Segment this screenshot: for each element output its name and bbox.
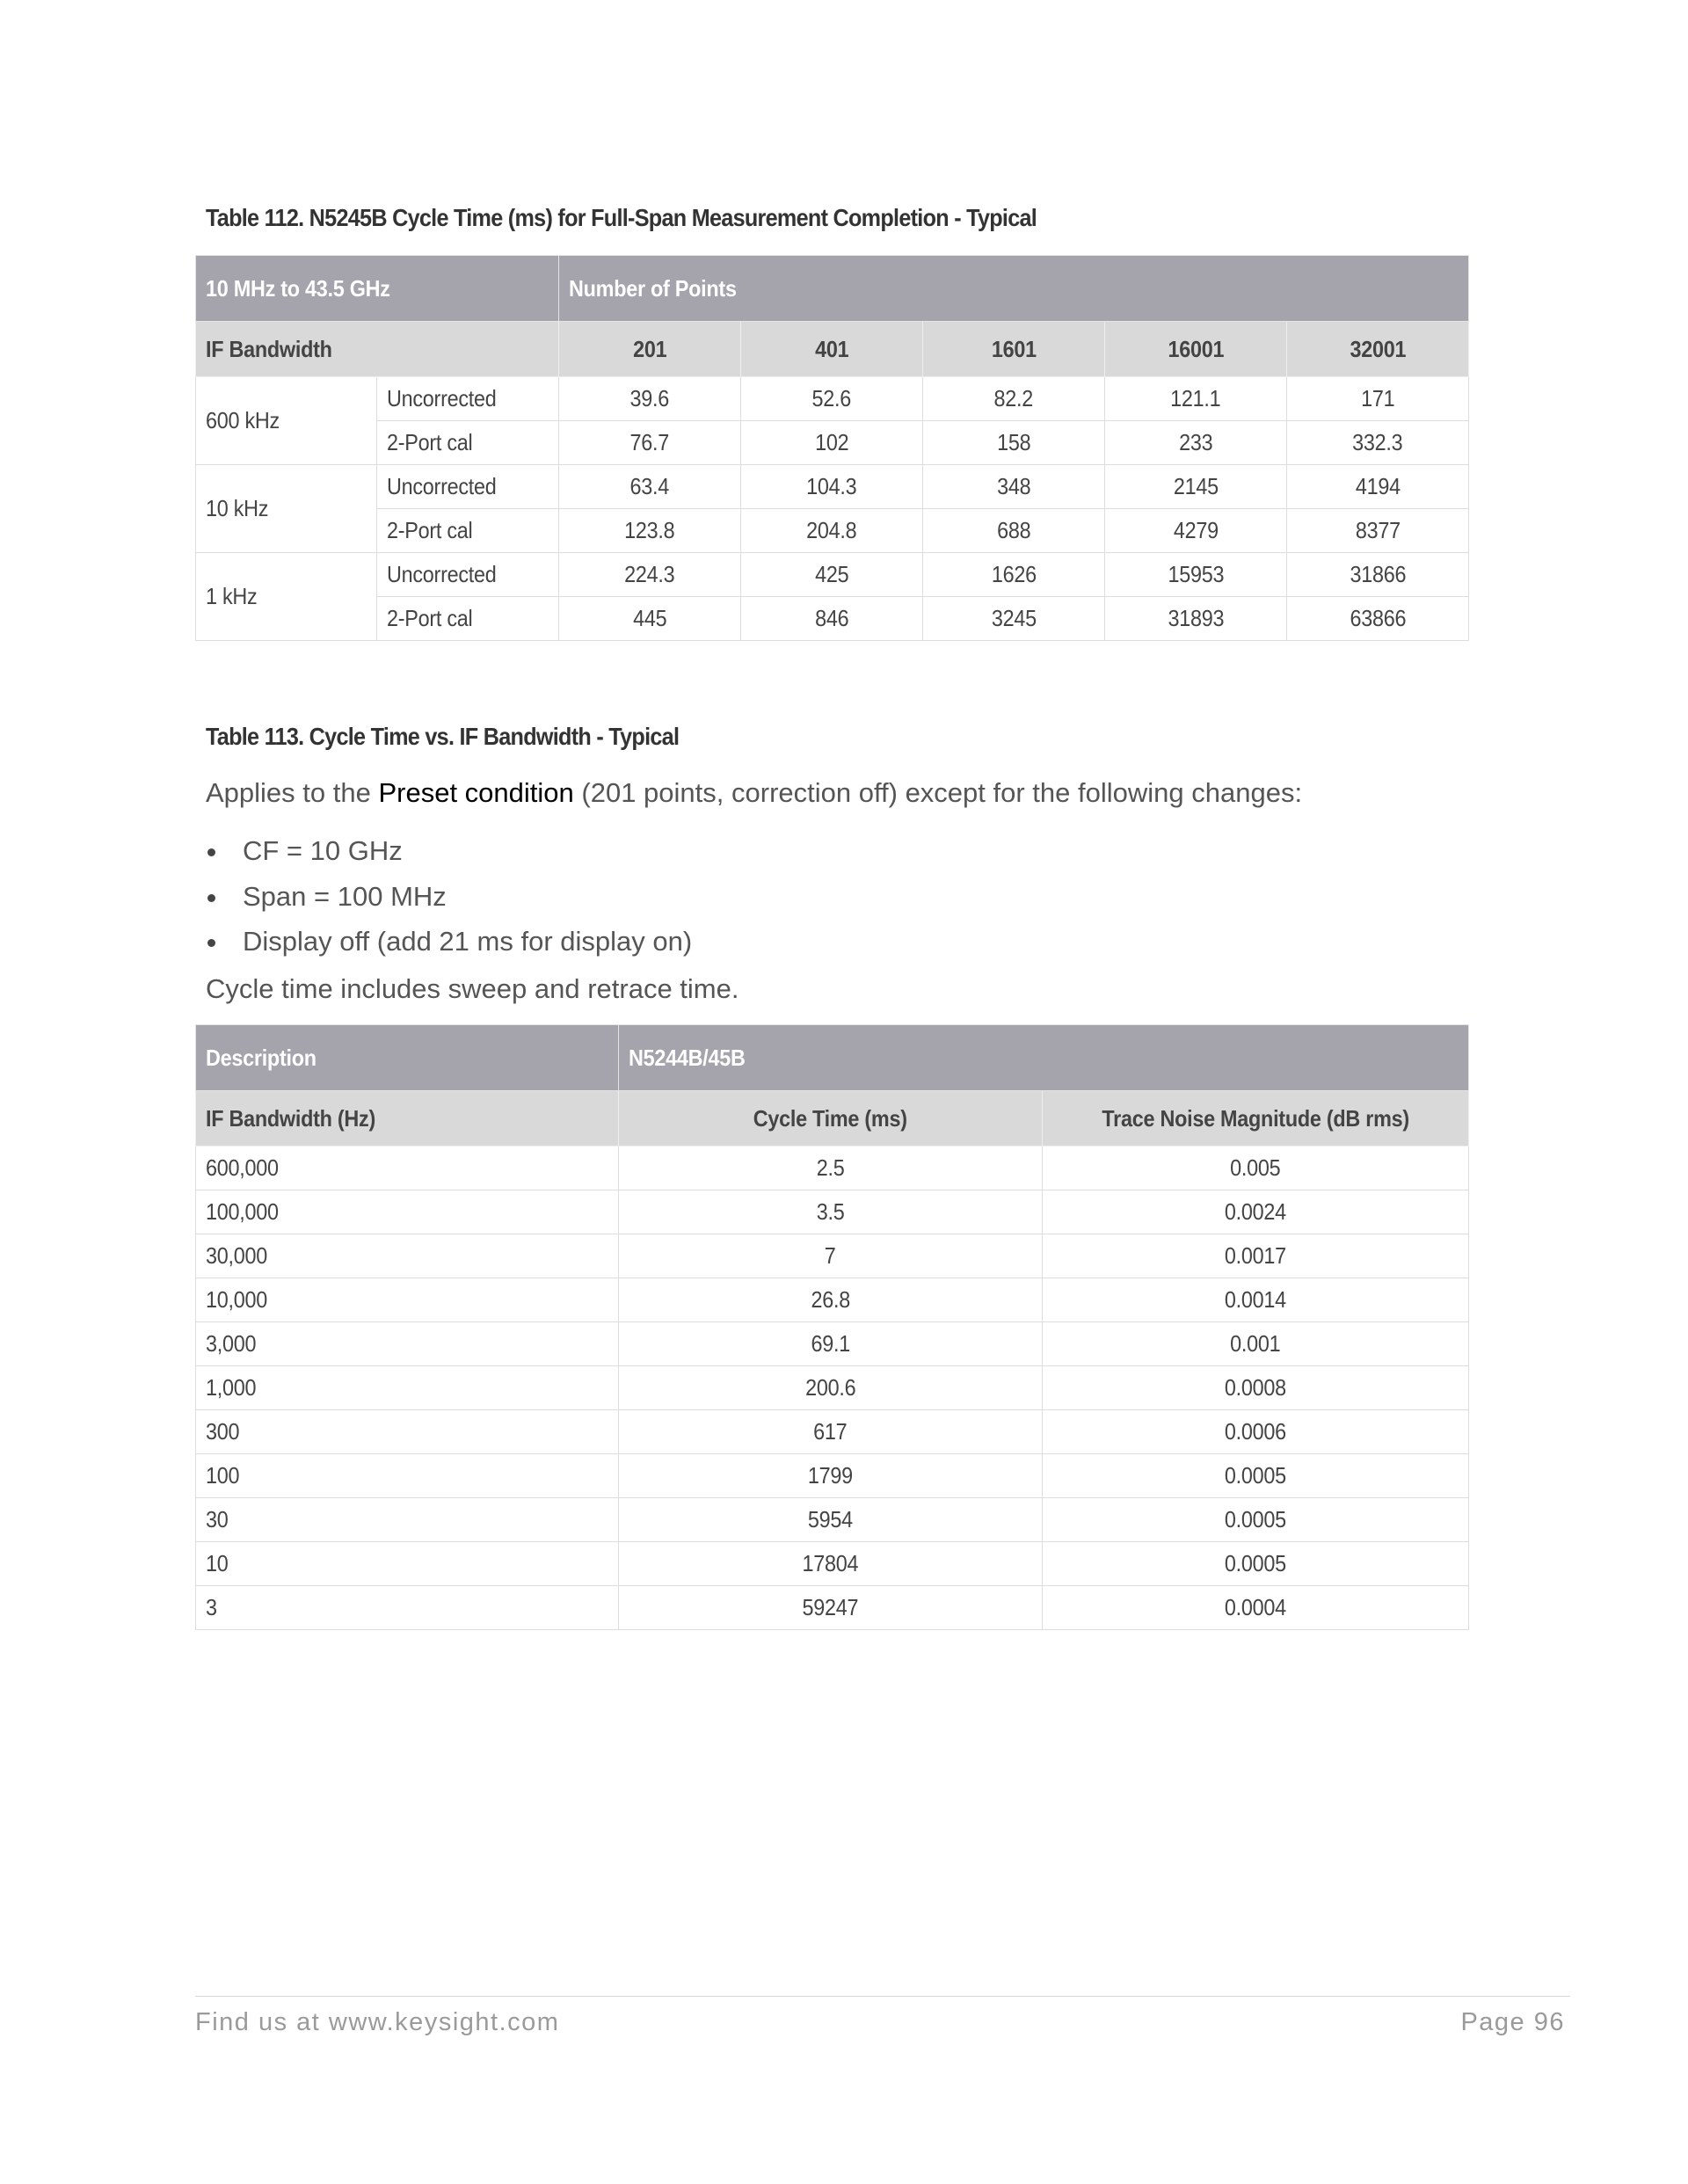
bandwidth-cell: 300 bbox=[196, 1410, 619, 1454]
bandwidth-cell: 3 bbox=[196, 1586, 619, 1630]
intro-text: Applies to the bbox=[206, 777, 379, 808]
points-header: 32001 bbox=[1287, 322, 1469, 377]
trace-noise-cell: 0.005 bbox=[1043, 1147, 1469, 1190]
table-row bbox=[196, 1366, 1469, 1410]
trace-noise-cell: 0.0008 bbox=[1043, 1366, 1469, 1410]
value-cell: 846 bbox=[741, 597, 923, 641]
calibration-cell: 2-Port cal bbox=[377, 421, 559, 465]
value-cell: 63.4 bbox=[559, 465, 741, 509]
value-cell: 2145 bbox=[1105, 465, 1287, 509]
value-cell: 31893 bbox=[1105, 597, 1287, 641]
bandwidth-cell: 600,000 bbox=[196, 1147, 619, 1190]
table-row bbox=[196, 1190, 1469, 1234]
bandwidth-cell: 3,000 bbox=[196, 1322, 619, 1366]
table-row bbox=[196, 1498, 1469, 1542]
value-cell: 332.3 bbox=[1287, 421, 1469, 465]
trace-noise-cell: 0.0024 bbox=[1043, 1190, 1469, 1234]
value-cell: 52.6 bbox=[741, 377, 923, 421]
table-row bbox=[196, 1410, 1469, 1454]
table-112-caption: Table 112. N5245B Cycle Time (ms) for Full-Span Measurement Completion - Typical bbox=[206, 204, 1037, 231]
points-header: 401 bbox=[741, 322, 923, 377]
trace-noise-header: Trace Noise Magnitude (dB rms) bbox=[1043, 1091, 1469, 1147]
bandwidth-cell: 30,000 bbox=[196, 1234, 619, 1278]
table-row bbox=[196, 1454, 1469, 1498]
trace-noise-cell: 0.0006 bbox=[1043, 1410, 1469, 1454]
calibration-cell: 2-Port cal bbox=[377, 509, 559, 553]
points-header: 1601 bbox=[923, 322, 1105, 377]
calibration-cell: 2-Port cal bbox=[377, 597, 559, 641]
value-cell: 224.3 bbox=[559, 553, 741, 597]
value-cell: 688 bbox=[923, 509, 1105, 553]
bandwidth-cell: 600 kHz bbox=[196, 377, 377, 465]
value-cell: 82.2 bbox=[923, 377, 1105, 421]
table-112 bbox=[195, 255, 1469, 641]
value-cell: 3245 bbox=[923, 597, 1105, 641]
list-item: CF = 10 GHz bbox=[206, 828, 692, 874]
value-cell: 233 bbox=[1105, 421, 1287, 465]
value-cell: 348 bbox=[923, 465, 1105, 509]
preset-condition-link[interactable]: Preset condition bbox=[378, 777, 574, 808]
table-row bbox=[196, 553, 1469, 597]
page-number: Page 96 bbox=[1460, 2008, 1565, 2036]
value-cell: 425 bbox=[741, 553, 923, 597]
calibration-cell: Uncorrected bbox=[377, 377, 559, 421]
table-row bbox=[196, 1586, 1469, 1630]
value-cell: 4194 bbox=[1287, 465, 1469, 509]
value-cell: 63866 bbox=[1287, 597, 1469, 641]
value-cell: 445 bbox=[559, 597, 741, 641]
value-cell: 123.8 bbox=[559, 509, 741, 553]
cycle-time-cell: 3.5 bbox=[619, 1190, 1043, 1234]
value-cell: 171 bbox=[1287, 377, 1469, 421]
cycle-time-cell: 2.5 bbox=[619, 1147, 1043, 1190]
cycle-time-cell: 200.6 bbox=[619, 1366, 1043, 1410]
cycle-time-header: Cycle Time (ms) bbox=[619, 1091, 1043, 1147]
bandwidth-cell: 10 kHz bbox=[196, 465, 377, 553]
value-cell: 1626 bbox=[923, 553, 1105, 597]
freq-range-header: 10 MHz to 43.5 GHz bbox=[196, 256, 559, 322]
bandwidth-cell: 100,000 bbox=[196, 1190, 619, 1234]
intro-text: (201 points, correction off) except for the following changes: bbox=[573, 777, 1303, 808]
table-row bbox=[196, 1542, 1469, 1586]
trace-noise-cell: 0.0005 bbox=[1043, 1454, 1469, 1498]
cycle-time-cell: 7 bbox=[619, 1234, 1043, 1278]
intro-paragraph bbox=[206, 777, 1302, 809]
changes-list bbox=[206, 828, 692, 965]
bandwidth-cell: 10,000 bbox=[196, 1278, 619, 1322]
value-cell: 102 bbox=[741, 421, 923, 465]
cycle-time-cell: 17804 bbox=[619, 1542, 1043, 1586]
table-row bbox=[196, 1278, 1469, 1322]
footer-website: Find us at www.keysight.com bbox=[195, 2008, 560, 2036]
cycle-time-cell: 69.1 bbox=[619, 1322, 1043, 1366]
table-row bbox=[196, 1234, 1469, 1278]
list-item: Span = 100 MHz bbox=[206, 874, 692, 920]
table-row bbox=[196, 465, 1469, 509]
value-cell: 204.8 bbox=[741, 509, 923, 553]
trace-noise-cell: 0.0005 bbox=[1043, 1542, 1469, 1586]
table-row bbox=[196, 421, 1469, 465]
cycle-time-cell: 617 bbox=[619, 1410, 1043, 1454]
table-row bbox=[196, 597, 1469, 641]
cycle-time-cell: 59247 bbox=[619, 1586, 1043, 1630]
bandwidth-cell: 1,000 bbox=[196, 1366, 619, 1410]
cycle-time-cell: 5954 bbox=[619, 1498, 1043, 1542]
trace-noise-cell: 0.001 bbox=[1043, 1322, 1469, 1366]
value-cell: 39.6 bbox=[559, 377, 741, 421]
cycle-time-cell: 1799 bbox=[619, 1454, 1043, 1498]
value-cell: 104.3 bbox=[741, 465, 923, 509]
description-header: Description bbox=[196, 1025, 619, 1091]
value-cell: 15953 bbox=[1105, 553, 1287, 597]
value-cell: 31866 bbox=[1287, 553, 1469, 597]
number-of-points-header: Number of Points bbox=[559, 256, 1469, 322]
table-113-caption: Table 113. Cycle Time vs. IF Bandwidth - Typical bbox=[206, 723, 680, 750]
value-cell: 4279 bbox=[1105, 509, 1287, 553]
points-header: 16001 bbox=[1105, 322, 1287, 377]
calibration-cell: Uncorrected bbox=[377, 465, 559, 509]
value-cell: 121.1 bbox=[1105, 377, 1287, 421]
bandwidth-cell: 1 kHz bbox=[196, 553, 377, 641]
bandwidth-cell: 100 bbox=[196, 1454, 619, 1498]
cycle-time-note: Cycle time includes sweep and retrace time. bbox=[206, 973, 739, 1004]
trace-noise-cell: 0.0004 bbox=[1043, 1586, 1469, 1630]
table-row bbox=[196, 509, 1469, 553]
points-header: 201 bbox=[559, 322, 741, 377]
value-cell: 158 bbox=[923, 421, 1105, 465]
value-cell: 8377 bbox=[1287, 509, 1469, 553]
if-bandwidth-header: IF Bandwidth bbox=[196, 322, 559, 377]
footer-divider bbox=[195, 1996, 1570, 1997]
table-row bbox=[196, 377, 1469, 421]
bandwidth-cell: 10 bbox=[196, 1542, 619, 1586]
calibration-cell: Uncorrected bbox=[377, 553, 559, 597]
trace-noise-cell: 0.0017 bbox=[1043, 1234, 1469, 1278]
table-row bbox=[196, 1147, 1469, 1190]
cycle-time-cell: 26.8 bbox=[619, 1278, 1043, 1322]
table-113 bbox=[195, 1024, 1469, 1630]
table-row bbox=[196, 1322, 1469, 1366]
list-item: Display off (add 21 ms for display on) bbox=[206, 919, 692, 965]
model-header: N5244B/45B bbox=[619, 1025, 1469, 1091]
value-cell: 76.7 bbox=[559, 421, 741, 465]
trace-noise-cell: 0.0014 bbox=[1043, 1278, 1469, 1322]
bandwidth-cell: 30 bbox=[196, 1498, 619, 1542]
if-bandwidth-hz-header: IF Bandwidth (Hz) bbox=[196, 1091, 619, 1147]
trace-noise-cell: 0.0005 bbox=[1043, 1498, 1469, 1542]
